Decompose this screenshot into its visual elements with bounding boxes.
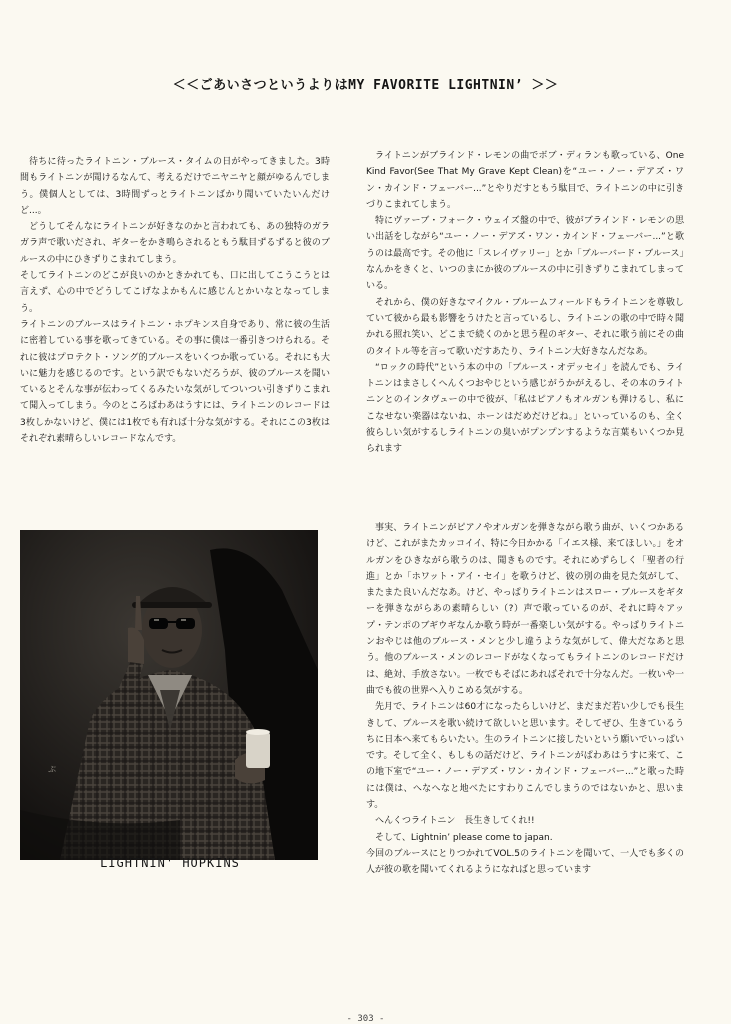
paragraph: 事実、ライトニンがピアノやオルガンを弾きながら歌う曲が、いくつかあるけど、これがまたカッコイイ、特に今日かかる「イエス様、来てほしい。」をオルガンをひきながら歌うのは、聞きものです。それにめずらしく「聖者の行進」とか「ホワット・アイ・セイ」を歌うけど、彼の別の曲を見た気がして、またまた良いんだなあ。けど、やっぱりライトニンはスロー・ブルースをギターを弾きながらあの素晴らしい（?）声で歌っているのが、それに時々アップ・テンポのブギウギなんか歌う時が一番楽しい気がする。やっぱりライトニンおやじは他のブルース・メンと少し違うような気がして、偉大だなあと思う。他のブルース・メンのレコードがなくなってもライトニンのレコードだけは、絶対、手放さない。一枚でもそばにあればそれで十分なんだ。一枚いや一曲でも彼の世界へ入りこめる気がする。 xyxy=(366,523,684,696)
paragraph: 特にヴァーブ・フォーク・ウェイズ盤の中で、彼がブラインド・レモンの思い出話をしながら“ユー・ノー・デアズ・ワン・カインド・フェーバー...”と歌うのは最高です。その他に「スレイヴァリー」とか「ブルーバード・ブルース」なんかをきくと、いつのまにか彼のブルースの中に引きずりこまれてしまっている。 xyxy=(366,216,684,292)
paragraph: へんくつライトニン 長生きしてくれ!! xyxy=(375,816,535,827)
paragraph: そしてライトニンのどこが良いのかときかれても、口に出してこうこうとは言えず、心の中でどうしてこげなよかもんに感じんとかいなとなってしまう。 xyxy=(20,271,330,314)
paragraph: そして、Lightnin’ please come to japan. xyxy=(375,832,553,843)
right-column-bottom-text xyxy=(366,520,684,879)
paragraph: 先月で、ライトニンは60才になったらしいけど、まだまだ若い少しでも長生きして、ブルースを歌い続けて欲しいと思います。そしてぜひ、生きているうちに日本へ来てもらいたい。生のライトニンに接したいという願いでいっぱいです。そして全く、もしもの話だけど、ライトニンがぱわあはうすに来て、この地下室で“ユー・ノー・デアズ・ワン・カインド・フェーバー...”と歌った時には僕は、へなへなと地べたにすわりこんでしまうのではないかと、思います。 xyxy=(366,702,684,811)
paragraph: 待ちに待ったライトニン・ブルース・タイムの日がやってきました。3時間もライトニンが聞けるなんて、考えるだけでニヤニヤと顔がゆるんでしまう。僕個人としては、3時間ずっとライトニンばかり聞いていたいんだけど...。 xyxy=(20,157,330,216)
page-title: ＜＜ごあいさつというよりはMY FAVORITE LIGHTNIN’ ＞＞ xyxy=(172,78,559,93)
paragraph: ライトニンのブルースはライトニン・ホプキンス自身であり、常に彼の生活に密着している事を歌ってきている。その事に僕は一番引きつけられる。それに彼はプロテクト・ソング的ブルースをいくつか歌っている。それにも大いに魅力を感じるのです。という訳でもないだろうが、彼のブルースを聞いているとそんな事が伝わってくるみたいな気がしてついつい引きずりこまれて聞入ってしまう。今のところぱわあはうすには、ライトニンのレコードは3枚しかないけど、僕には1枚でも有れば十分な気がする。それにこの3枚はそれぞれ素晴らしいレコードなんです。 xyxy=(20,319,330,445)
svg-text:ぷ: ぷ xyxy=(48,765,56,774)
paragraph: それから、僕の好きなマイクル・ブルームフィールドもライトニンを尊敬していて彼から最も影響をうけたと言っているし、ライトニンの歌の中で時々聞かれる照れ笑い、どこまで続くのかと思う程のギター、それに歌う前にその曲のタイトル等を言って歌いだすあたり、ライトニン大好きなんだなあ。 xyxy=(366,297,684,357)
photo-caption: LIGHTNIN' HOPKINS xyxy=(100,856,240,870)
paragraph: 今回のブルースにとりつかれてVOL.5のライトニンを聞いて、一人でも多くの人が彼の歌を聞いてくれるようになればと思っています xyxy=(366,848,684,876)
right-column-top-text xyxy=(366,148,684,458)
paragraph: “ロックの時代”という本の中の「ブルース・オデッセイ」を読んでも、ライトニンはまさしくへんくつおやじという感じがうかがえるし、その本のライトニンとのインタヴューの中で彼が、「私はピアノもオルガンも弾けるし、私にこなせない楽器はないね、ホーンはだめだけどね。」といっているのも、全く彼らしい気がするしライトニンの臭いがプンプンするような言葉もいくつか見られます xyxy=(366,362,684,455)
paragraph: どうしてそんなにライトニンが好きなのかと言われても、あの独特のガラガラ声で歌いだされ、ギターをかき鳴らされるともう駄目ずるずると彼のブルースの中にひきずりこまれてしまう。 xyxy=(20,222,330,265)
paragraph: ライトニンがブラインド・レモンの曲でボブ・ディランも歌っている、One Kind Favor(See That My Grave Kept Clean)を“ユー・ノー・デアズ・ワン・カインド・フェーバー...”とやりだすともう駄目で、ライトニンの中に引きづりこまれてしまう。 xyxy=(366,151,684,210)
photo-illustration xyxy=(20,530,318,860)
left-column-text xyxy=(20,154,330,447)
lightnin-hopkins-photo xyxy=(20,530,318,860)
page-number: - 303 - xyxy=(346,1014,385,1024)
